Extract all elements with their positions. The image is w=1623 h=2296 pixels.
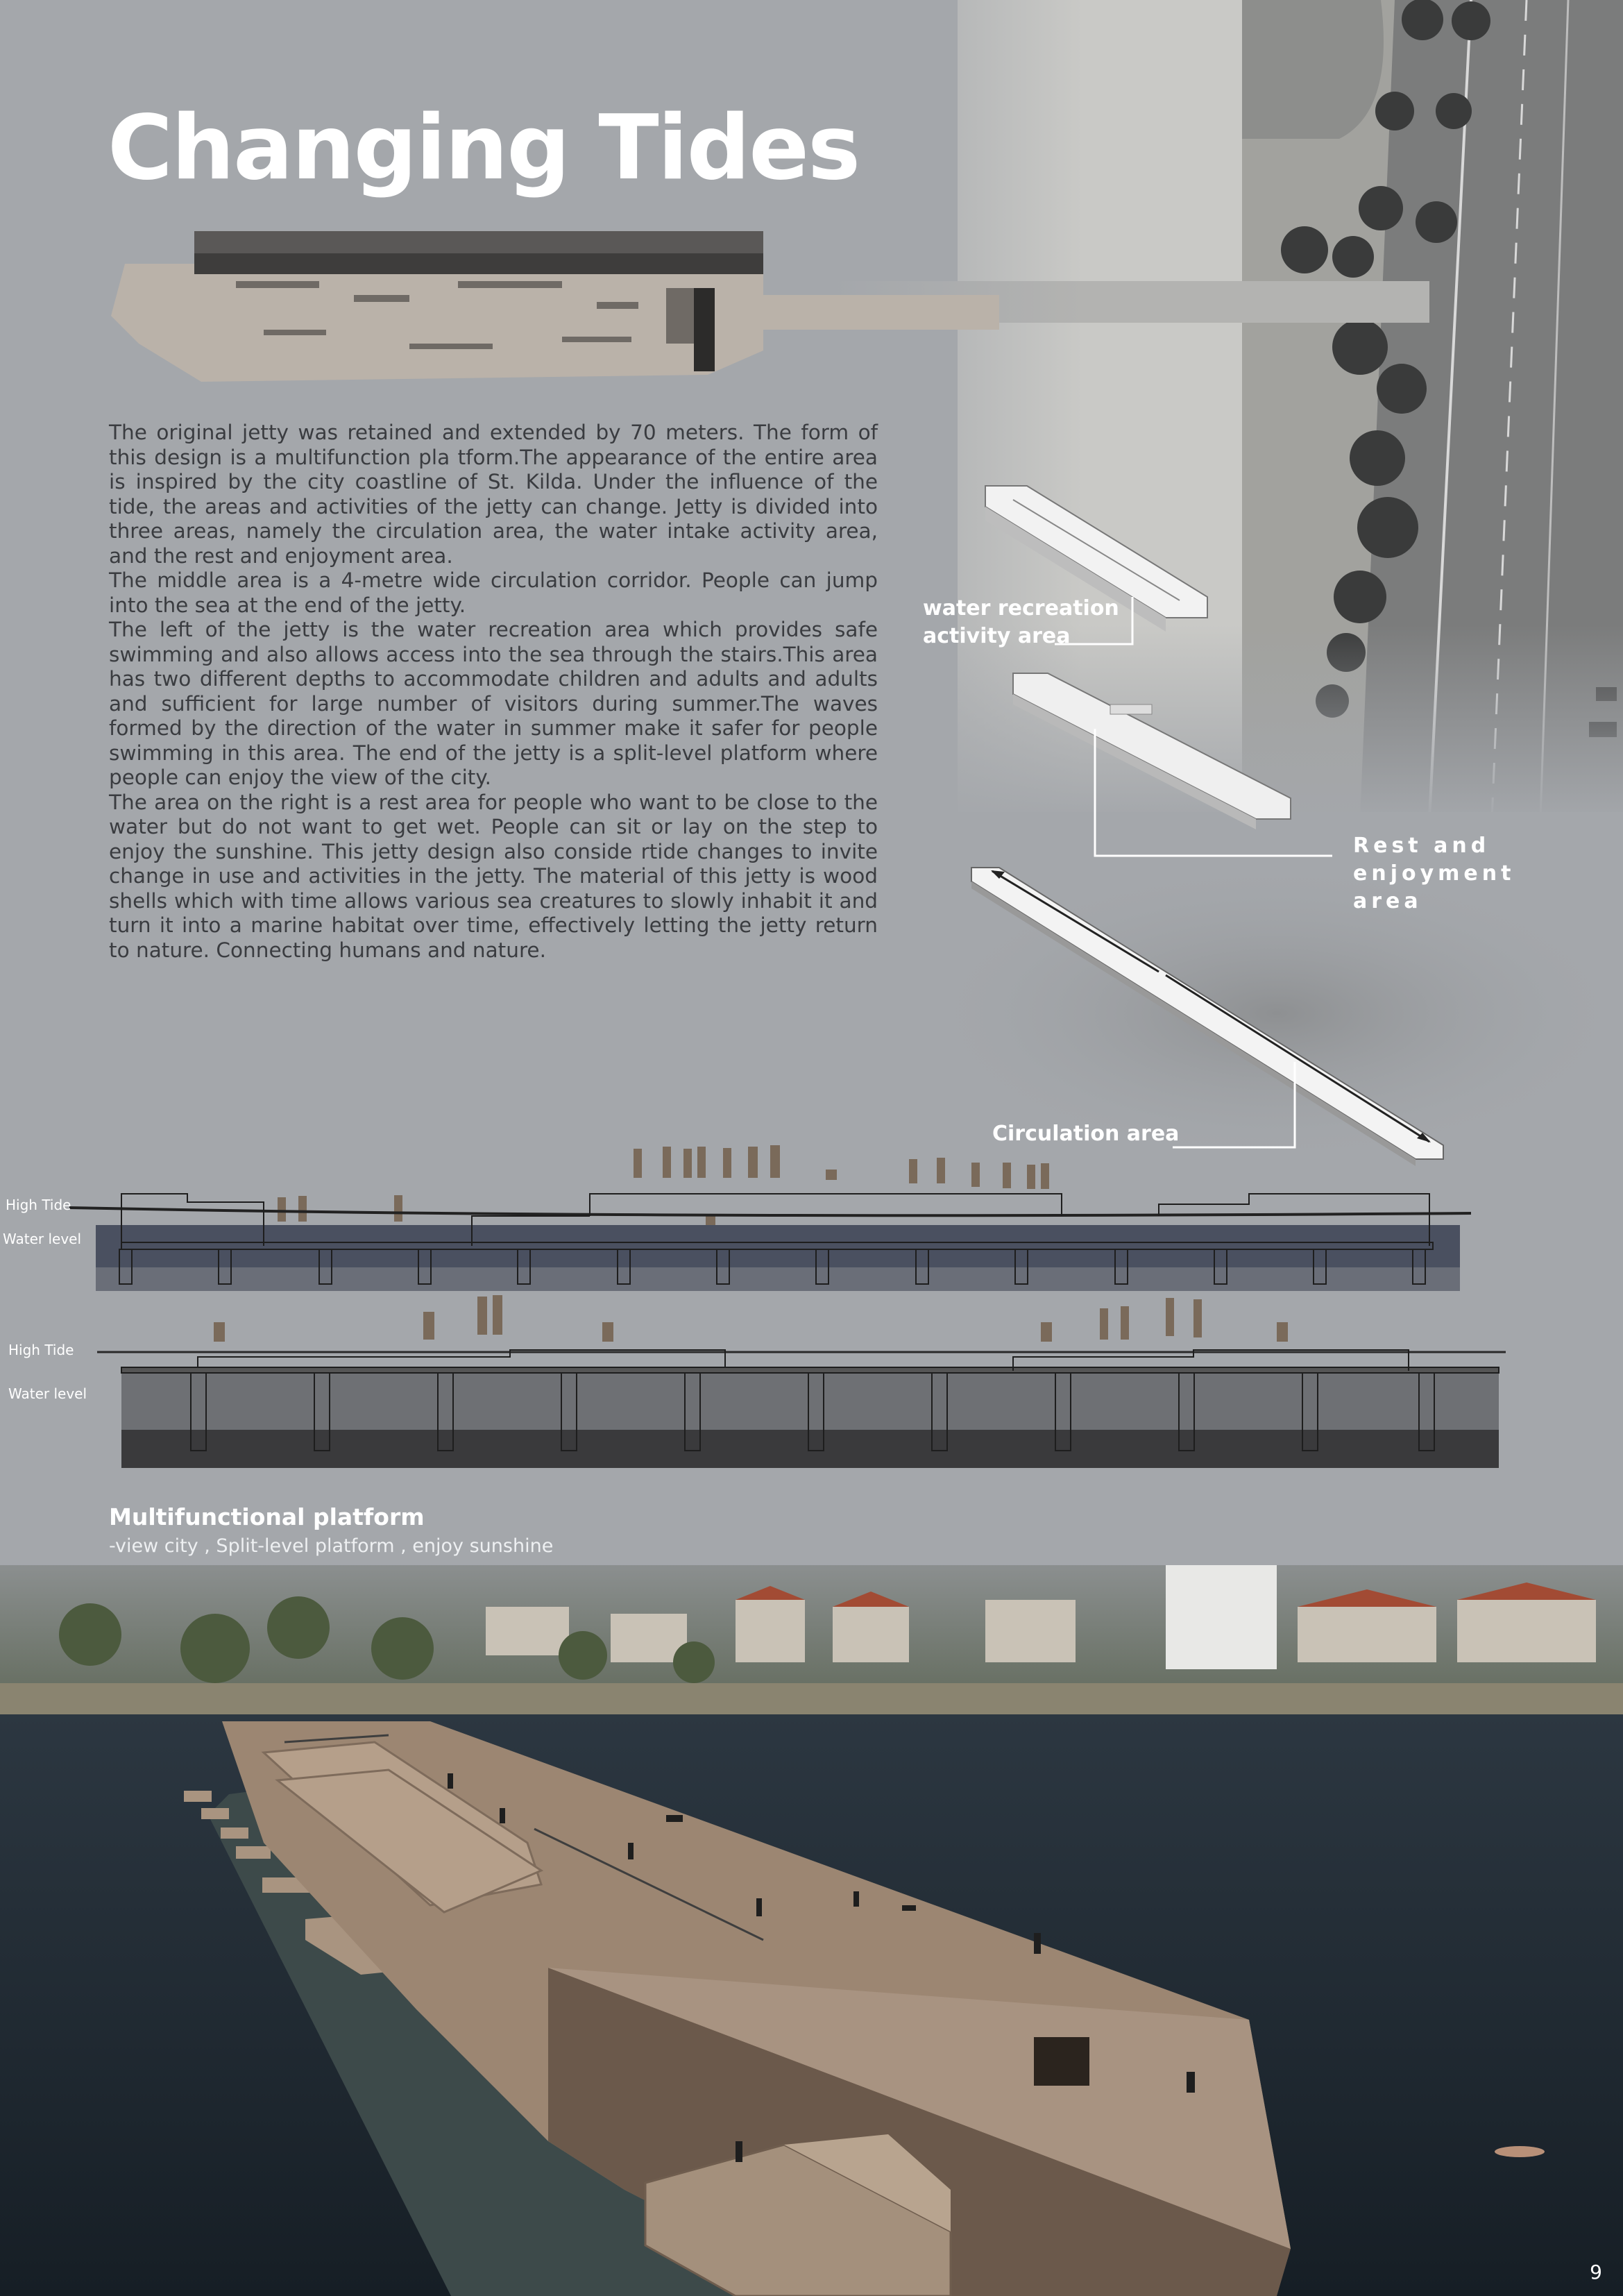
label-water-recreation: water recreation activity area — [923, 596, 1119, 648]
platform-title: Multifunctional platform — [109, 1503, 425, 1530]
label-water-level-1: Water level — [3, 1231, 82, 1247]
page-title: Changing Tides — [108, 96, 860, 200]
label-water-level-2: Water level — [8, 1385, 87, 1402]
paragraph-left-area: The left of the jetty is the water recreation area which provides safe swimming and also allows access into the sea through the stairs.This area has two different depths to accommodate children and adults and adults and sufficient for large number of visitors during summer.The waves formed by the direction of the water in summer make it safer for people swimming in this area. The end of the jetty is a split-level platform where people can enjoy the view of the city. — [109, 618, 878, 789]
water-body — [121, 1367, 1499, 1430]
label-rest-enjoyment: Rest and enjoyment area — [1353, 834, 1515, 913]
jetty-render — [0, 1565, 1623, 2296]
label-high-tide-2: High Tide — [8, 1342, 74, 1358]
jetty-plan — [111, 226, 999, 385]
paragraph-overview: The original jetty was retained and extended by 70 meters. The form of this design is a multifunction pla tform.The appearance of the entire area is inspired by the city coastline of St. Kilda. Under the influence of the tide, the areas and activities of the jetty can change. Jetty is divided into three areas, namely the circulation area, the water intake activity area, and the rest and enjoyment area. — [109, 421, 878, 568]
rest-block — [1013, 673, 1291, 829]
tower — [1166, 1565, 1277, 1669]
page-number: 9 — [1590, 2261, 1602, 2284]
description-text — [109, 421, 878, 963]
section-high-tide-2 — [0, 1291, 1623, 1478]
label-high-tide-1: High Tide — [6, 1197, 71, 1213]
label-circulation: Circulation area — [992, 1122, 1180, 1146]
paragraph-middle-area: The middle area is a 4-metre wide circulation corridor. People can jump into the sea at the end of the jetty. — [109, 568, 878, 617]
paragraph-right-area: The area on the right is a rest area for people who want to be close to the water but do not want to get wet. People can sit or lay on the step to enjoy the sunshine. This jetty design also conside rtide changes to invite change in use and activities in the jetty. The material of this jetty is wood shells which with time allows various sea creatures to slowly inhabit it and turn it into a marine habitat over time, effectively letting the jetty return to nature. Connecting humans and nature. — [109, 790, 878, 962]
exploded-zones-diagram — [930, 458, 1623, 1173]
section-high-tide-1 — [0, 1138, 1623, 1298]
platform-subtitle: -view city , Split-level platform , enjoy sunshine — [109, 1535, 554, 1557]
